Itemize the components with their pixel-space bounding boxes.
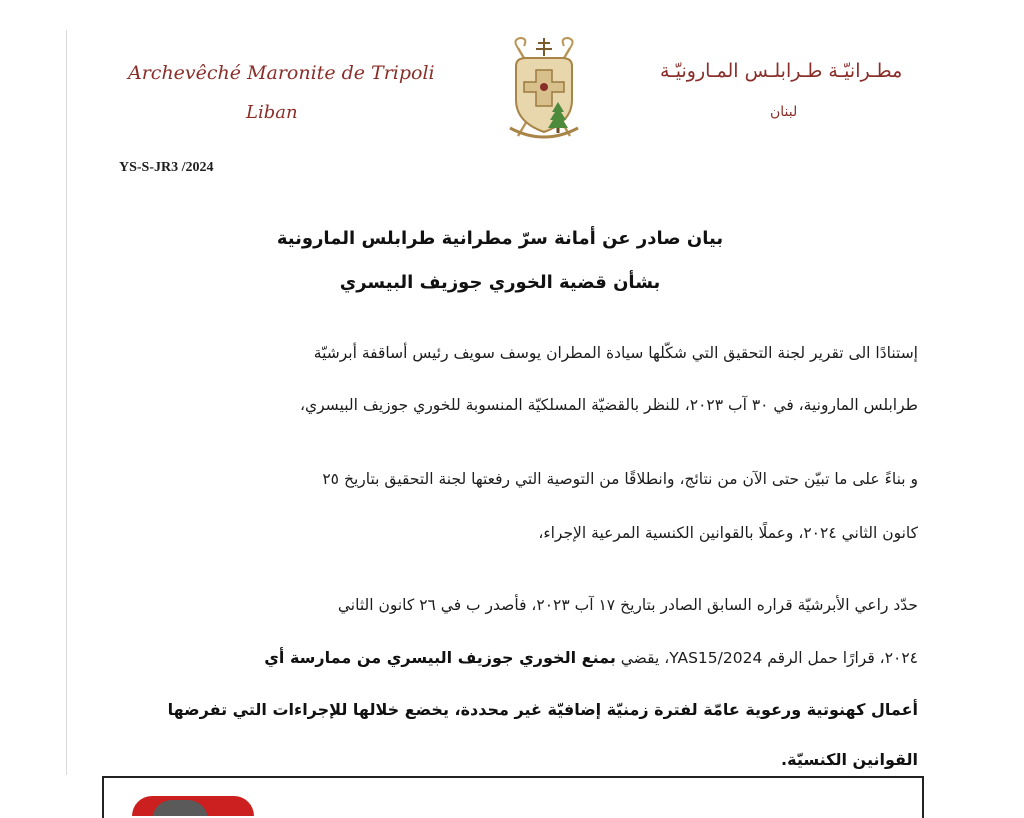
paragraph-3-line-2-plain: ٢٠٢٤، قرارًا حمل الرقم YAS15/2024، يقضي [620, 649, 918, 667]
paragraph-3-line-3: أعمال كهنوتية ورعوية عامّة لفترة زمنيّة إضافيّة غير محددة، يخضع خلالها للإجراءات التي تفرضها [167, 700, 918, 719]
paragraph-2-line-1: و بناءً على ما تبيّن حتى الآن من نتائج، وانطلاقًا من التوصية التي رفعتها لجنة التحقيق بتاريخ ٢٥ [322, 470, 918, 488]
arabic-letterhead-country: لبنان [770, 104, 798, 120]
statement-title: بيان صادر عن أمانة سرّ مطرانية طرابلس المارونية [276, 228, 724, 249]
paragraph-1-line-1: إستنادًا الى تقرير لجنة التحقيق التي شكّلها سيادة المطران يوسف سويف رئيس أساقفة أبرشيّة [313, 344, 918, 362]
paragraph-1-line-2: طرابلس المارونية، في ٣٠ آب ٢٠٢٣، للنظر بالقضيّة المسلكيّة المنسوبة للخوري جوزيف البيسري، [300, 396, 918, 414]
document-reference: YS-S-JR3 /2024 [119, 160, 214, 175]
statement-subject: بشأن قضية الخوري جوزيف البيسري [339, 272, 661, 293]
thumbnail-figure [152, 800, 208, 816]
page-edge-divider [66, 30, 67, 775]
paragraph-3-line-2-bold: بمنع الخوري جوزيف البيسري من ممارسة أي [264, 648, 616, 667]
paragraph-3-line-4: القوانين الكنسيّة. [781, 750, 918, 769]
french-letterhead-country: Liban [246, 102, 298, 123]
bottom-thumbnail-image [132, 796, 254, 816]
paragraph-3-line-1: حدّد راعي الأبرشيّة قراره السابق الصادر بتاريخ ١٧ آب ٢٠٢٣، فأصدر ب في ٢٦ كانون الثاني [337, 596, 918, 614]
arabic-letterhead-name: مطـرانيّـة طـرابلـس المـارونيّـة [660, 60, 903, 82]
archdiocese-seal-icon [496, 36, 592, 144]
paragraph-3-line-2 [110, 648, 918, 667]
paragraph-2-line-2: كانون الثاني ٢٠٢٤، وعملًا بالقوانين الكنسية المرعية الإجراء، [538, 524, 918, 542]
french-letterhead-name: Archevêché Maronite de Tripoli [128, 62, 435, 84]
